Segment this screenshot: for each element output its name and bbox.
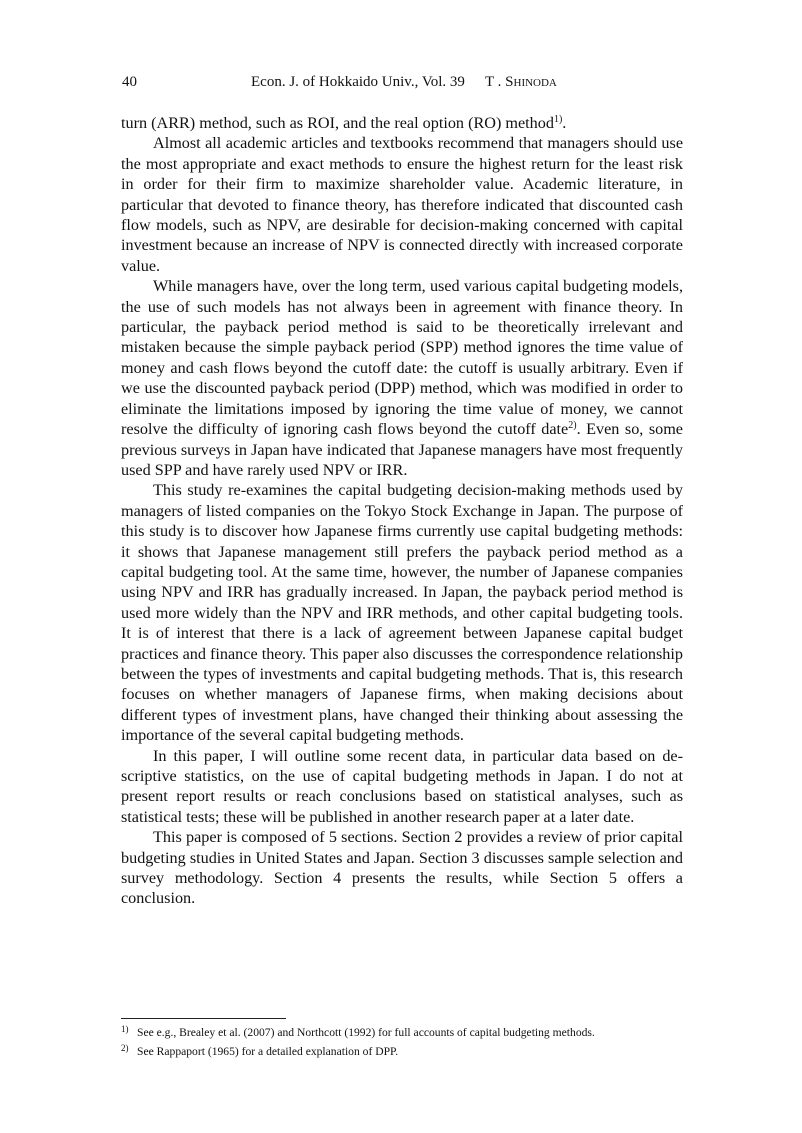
paragraph-4: This study re-examines the capital budgeting decision-making methods used by managers of listed companies on the Tokyo Stock Exchange in Japan. The purpose of this study is to discover how Japanese firms currently use capital budgeting methods: it shows that Japanese management still prefers the payback period method as a capital budgeting tool. At the same time, however, the number of Japanese companies using NPV and IRR has gradually increased. In Japan, the payback period method is used more widely than the NPV and IRR methods, and other capital budgeting tools. It is of interest that there is a lack of agreement between Japanese capital budget practices and finance theory. This paper also discusses the correspondence relationship between the types of investments and capital budgeting methods. That is, this research focuses on whether managers of Japanese firms, when making decisions about different types of investment plans, have changed their thinking about assessing the importance of the several capital budgeting methods. [121, 481, 683, 745]
footnote-ref-1[interactable]: 1) [553, 114, 563, 125]
running-header [122, 74, 684, 94]
footnote-ref-2[interactable]: 2) [568, 420, 577, 432]
paragraph-3: While managers have, over the long term, used various capital budgeting models, the use of such models has not always been in agreement with finance theory. In particular, the payback period method is said to be theoretically irrelevant and mistaken because the simple payback period (SPP) method ignores the time value of money and cash flows beyond the cutoff date: the cutoff is usually arbitrary. Even if we use the discounted payback period (DPP) method, which was modified in order to eliminate the limitations imposed by ignoring the time value of money, we cannot resolve the difficulty of ignoring cash flows beyond the cutoff date$^{2)}$. Even so, some previous surveys in Japan have indicated that Japanese managers have most frequently used SPP and have rarely used NPV or IRR. [121, 277, 683, 479]
footnote-text-2: See Rappaport (1965) for a detailed explanation of DPP. [137, 1045, 399, 1058]
footnote-mark-2: 2) [121, 1043, 129, 1053]
running-author [485, 74, 557, 91]
journal-citation: Econ. J. of Hokkaido Univ., Vol. 39 [251, 74, 465, 90]
paragraph-5: In this paper, I will outline some recent data, in particular data based on descriptive statistics, on the use of capital budgeting methods in Japan. I do not at present report results or reach conclusions based on statistical analyses, such as statistical tests; these will be published in another research paper at a later date. [121, 746, 683, 826]
author-initial: T . [485, 74, 502, 90]
author-surname: Shinoda [505, 74, 557, 90]
page-number: 40 [122, 74, 137, 90]
footnote-text-1: See e.g., Brealey et al. (2007) and Northcott (1992) for full accounts of capital budgeting methods. [137, 1026, 595, 1039]
footnote-rule [121, 1018, 286, 1019]
footnote-mark-1: 1) [121, 1024, 129, 1034]
paragraph-6: This paper is composed of 5 sections. Section 2 provides a review of prior capital budgeting studies in United States and Japan. Section 3 discusses sample selection and survey methodology. Section 4 presents the results, while Section 5 offers a conclusion. [121, 828, 683, 908]
footnote-2 [121, 1042, 683, 1061]
body-text [121, 113, 683, 909]
paragraph-2: Almost all academic articles and textbooks recommend that managers should use the most appropriate and exact methods to ensure the highest return for the least risk in order for their firm to maximize shareholder value. Academic literature, in particular that devoted to finance theory, has therefore indicated that discounted cash flow models, such as NPV, are desirable for decision-making concerned with capital investment because an increase of NPV is connected directly with increased corporate value. [121, 134, 683, 275]
footnotes [121, 1023, 683, 1061]
paragraph-1: turn (ARR) method, such as ROI, and the real option (RO) method$^{1)}$. [121, 114, 567, 132]
footnote-1 [121, 1023, 683, 1042]
